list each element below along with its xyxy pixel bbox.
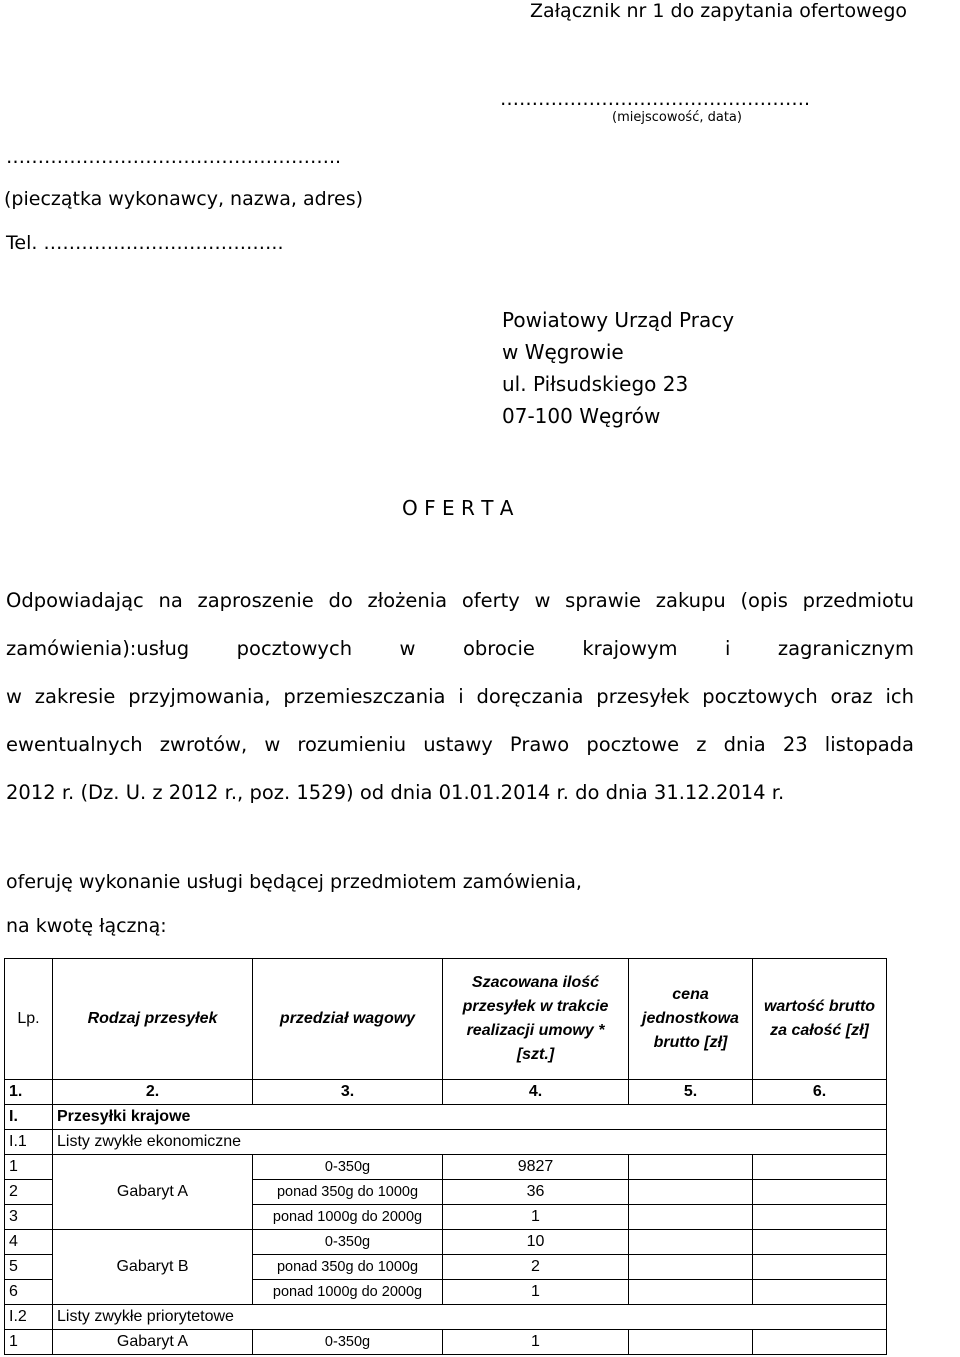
row-lp: 5 <box>5 1255 53 1280</box>
row-unit-price[interactable] <box>629 1280 753 1305</box>
body-line-5: 2012 r. (Dz. U. z 2012 r., poz. 1529) od dnia 01.01.2014 r. do dnia 31.12.2014 r. <box>6 781 785 804</box>
attachment-note: Załącznik nr 1 do zapytania ofertowego <box>530 0 908 22</box>
row-total[interactable] <box>753 1205 887 1230</box>
place-date-label: (miejscowość, data) <box>612 110 742 125</box>
row-qty: 1 <box>443 1280 629 1305</box>
table-row <box>5 1230 887 1255</box>
subsection-row <box>5 1305 887 1330</box>
stamp-dots: …………………………………………….. <box>6 146 342 168</box>
row-total[interactable] <box>753 1255 887 1280</box>
row-qty: 1 <box>443 1205 629 1230</box>
body-line-4: ewentualnych zwrotów, w rozumieniu ustawy Prawo pocztowe z dnia 23 listopada <box>6 733 914 756</box>
row-type: Gabaryt A <box>53 1155 253 1230</box>
row-weight: ponad 1000g do 2000g <box>253 1205 443 1230</box>
table-number-row <box>5 1080 887 1105</box>
row-unit-price[interactable] <box>629 1230 753 1255</box>
row-total[interactable] <box>753 1155 887 1180</box>
offer-line: oferuję wykonanie usługi będącej przedmiotem zamówienia, <box>6 871 582 893</box>
recipient-line-3: ul. Piłsudskiego 23 <box>502 372 689 396</box>
row-unit-price[interactable] <box>629 1180 753 1205</box>
subsection-row <box>5 1130 887 1155</box>
col-number: 2. <box>53 1080 253 1105</box>
amount-line: na kwotę łączną: <box>6 915 167 937</box>
table-header-row <box>5 959 887 1080</box>
row-unit-price[interactable] <box>629 1255 753 1280</box>
row-lp: 1 <box>5 1330 53 1355</box>
row-weight: 0-350g <box>253 1230 443 1255</box>
col-number: 6. <box>753 1080 887 1105</box>
col-number: 5. <box>629 1080 753 1105</box>
body-line-3: w zakresie przyjmowania, przemieszczania i doręczania przesyłek pocztowych oraz ich <box>6 685 914 708</box>
row-lp: 1 <box>5 1155 53 1180</box>
row-total[interactable] <box>753 1280 887 1305</box>
offer-table <box>4 958 887 1355</box>
row-qty: 36 <box>443 1180 629 1205</box>
row-weight: 0-350g <box>253 1155 443 1180</box>
row-weight: ponad 1000g do 2000g <box>253 1280 443 1305</box>
recipient-line-1: Powiatowy Urząd Pracy <box>502 308 735 332</box>
header-qty: Szacowana ilość przesyłek w trakcie realizacji umowy * [szt.] <box>443 959 629 1080</box>
row-total[interactable] <box>753 1180 887 1205</box>
row-qty: 10 <box>443 1230 629 1255</box>
header-type: Rodzaj przesyłek <box>53 959 253 1080</box>
body-line-1: Odpowiadając na zaproszenie do złożenia oferty w sprawie zakupu (opis przedmiotu <box>6 589 914 612</box>
section-number: I. <box>5 1105 53 1130</box>
header-total: wartość brutto za całość [zł] <box>753 959 887 1080</box>
place-date-dots: …………………………………………. <box>500 88 811 110</box>
row-unit-price[interactable] <box>629 1330 753 1355</box>
row-weight: 0-350g <box>253 1330 443 1355</box>
recipient-line-2: w Węgrowie <box>502 340 624 364</box>
body-paragraph <box>6 577 914 817</box>
document-title: O F E R T A <box>402 496 514 520</box>
row-type: Gabaryt B <box>53 1230 253 1305</box>
body-line-2: zamówienia):usług pocztowych w obrocie krajowym i zagranicznym <box>6 637 914 660</box>
row-qty: 9827 <box>443 1155 629 1180</box>
row-lp: 3 <box>5 1205 53 1230</box>
table-row <box>5 1330 887 1355</box>
subsection-label: Listy zwykłe priorytetowe <box>53 1305 887 1330</box>
row-total[interactable] <box>753 1330 887 1355</box>
row-qty: 2 <box>443 1255 629 1280</box>
row-weight: ponad 350g do 1000g <box>253 1255 443 1280</box>
row-unit-price[interactable] <box>629 1155 753 1180</box>
row-lp: 2 <box>5 1180 53 1205</box>
tel-line: Tel. ……………………………….. <box>6 232 284 254</box>
header-unit-price: cena jednostkowa brutto [zł] <box>629 959 753 1080</box>
section-row <box>5 1105 887 1130</box>
header-weight: przedział wagowy <box>253 959 443 1080</box>
stamp-label: (pieczątka wykonawcy, nazwa, adres) <box>4 188 364 210</box>
section-label: Przesyłki krajowe <box>53 1105 887 1130</box>
row-type: Gabaryt A <box>53 1330 253 1355</box>
row-lp: 4 <box>5 1230 53 1255</box>
col-number: 4. <box>443 1080 629 1105</box>
row-total[interactable] <box>753 1230 887 1255</box>
subsection-number: I.1 <box>5 1130 53 1155</box>
table-row <box>5 1155 887 1180</box>
subsection-number: I.2 <box>5 1305 53 1330</box>
subsection-label: Listy zwykłe ekonomiczne <box>53 1130 887 1155</box>
row-lp: 6 <box>5 1280 53 1305</box>
col-number: 1. <box>5 1080 53 1105</box>
header-lp: Lp. <box>5 959 53 1080</box>
recipient-line-4: 07-100 Węgrów <box>502 404 661 428</box>
row-unit-price[interactable] <box>629 1205 753 1230</box>
row-weight: ponad 350g do 1000g <box>253 1180 443 1205</box>
col-number: 3. <box>253 1080 443 1105</box>
row-qty: 1 <box>443 1330 629 1355</box>
